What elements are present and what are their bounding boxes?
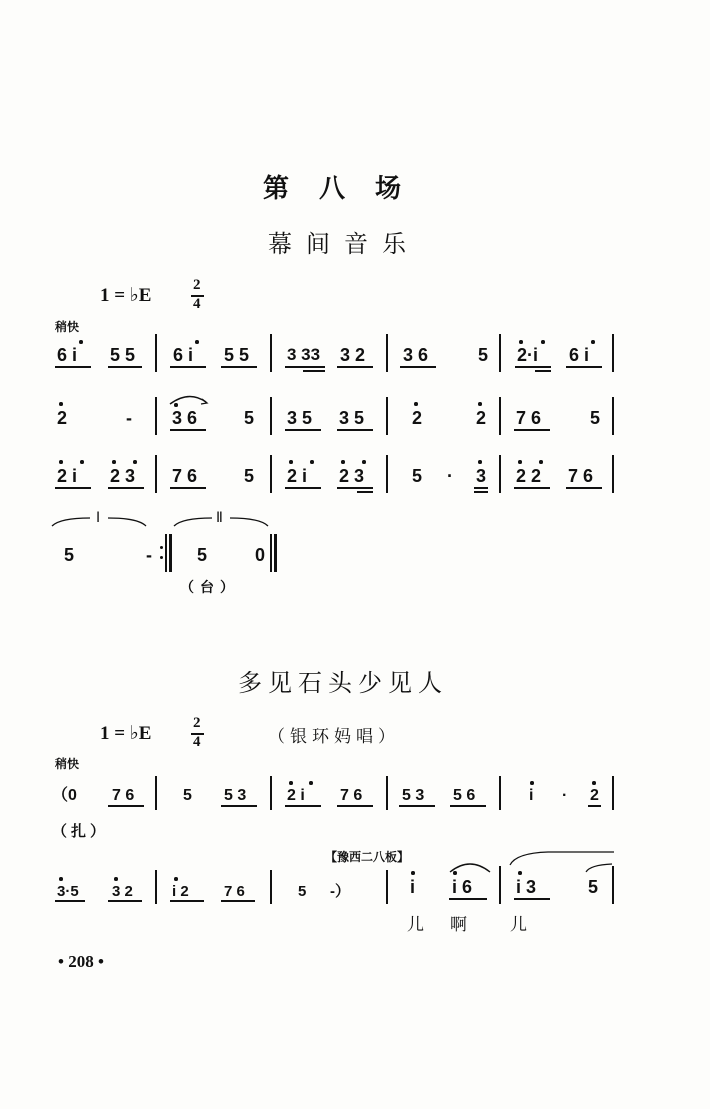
note-group: 5 3 [224,787,247,804]
banshi-label: 【豫西二八板】 [325,850,410,864]
note-group: 2 3 [110,466,136,486]
note-group: 7 6 [516,408,542,428]
song-time-signature-bottom: 4 [193,734,201,750]
note-group: 2 2 [516,466,542,486]
note: 5 [412,466,423,486]
time-signature-bottom: 4 [193,296,201,312]
note: 2 [57,408,68,428]
singer-label: （银环妈唱） [268,727,400,747]
note-group: （0 [52,787,77,804]
note-group: 5 5 [224,345,250,365]
note-group: i 3 [516,877,537,897]
time-signature-top: 2 [193,277,201,293]
note-group: 2 i [287,466,308,486]
note: 5 [478,345,489,365]
tempo-marking: 稍快 [55,320,80,334]
song-tempo: 稍快 [55,757,80,771]
lyric-3: 儿 [510,915,555,935]
note-group: 2 3 [339,466,365,486]
note: 5 [197,545,208,565]
note-group: 7 6 [340,787,363,804]
note: 2 [476,408,487,428]
note-group: 5 5 [110,345,136,365]
tie-arc [584,862,614,874]
note-group: 3·5 [57,883,79,900]
note: 5 [590,408,601,428]
song-title: 多见石头少见人 [238,669,448,697]
volta-2-label: Ⅱ [216,510,223,526]
lyric-2: 啊 [450,915,495,935]
dash: - [146,545,152,565]
note: 2 [590,787,599,804]
note-group: 5 6 [453,787,476,804]
note: 5 [64,545,75,565]
scene-subtitle: 幕间音乐 [268,230,420,258]
page-number: • 208 • [58,952,104,971]
note: 5 [298,883,307,900]
note: 5 [244,408,255,428]
dash: - [126,408,132,428]
key-signature: 1 = ♭E [100,285,152,306]
note-group: 7 6 [568,466,594,486]
note-group: 6 i [57,345,78,365]
note-group: i 6 [452,877,473,897]
song-time-signature-top: 2 [193,715,201,731]
note-group: 3 6 [172,408,198,428]
song-key-signature: 1 = ♭E [100,723,152,744]
note: 2 [412,408,423,428]
note-group: 7 6 [224,883,245,900]
note-group: 6 i [173,345,194,365]
note-group: 6 i [569,345,590,365]
note: 5 [588,877,599,897]
percussion-note: （台） [180,580,240,596]
note-group: 2 i [287,787,305,804]
note-group: 7 6 [112,787,135,804]
note-group: 3 2 [112,883,133,900]
note-group: 2 i [57,466,78,486]
note: 5 [244,466,255,486]
scene-title: 第八场 [263,174,432,204]
rest: 0 [255,545,266,565]
note-group: 2·i [517,345,539,365]
note-group: 3 5 [287,408,313,428]
note-group: 5 3 [402,787,425,804]
note-group: 3 5 [339,408,365,428]
note-group: 7 6 [172,466,198,486]
note-group: i 2 [172,883,189,900]
note-group: 3 6 [403,345,429,365]
note: 5 [183,787,192,804]
note: 3 [476,466,487,486]
volta-1-label: I [96,510,101,526]
dot-rhythm: · [562,787,568,804]
note-group: 3 33 [287,345,321,364]
dash: -） [330,883,350,900]
dot-rhythm: · [447,466,453,486]
note: i [529,787,534,804]
note: i [410,877,416,897]
note-group: 3 2 [340,345,366,365]
lyric-1: 儿 [407,915,452,935]
percussion-note: （扎） [52,822,110,840]
